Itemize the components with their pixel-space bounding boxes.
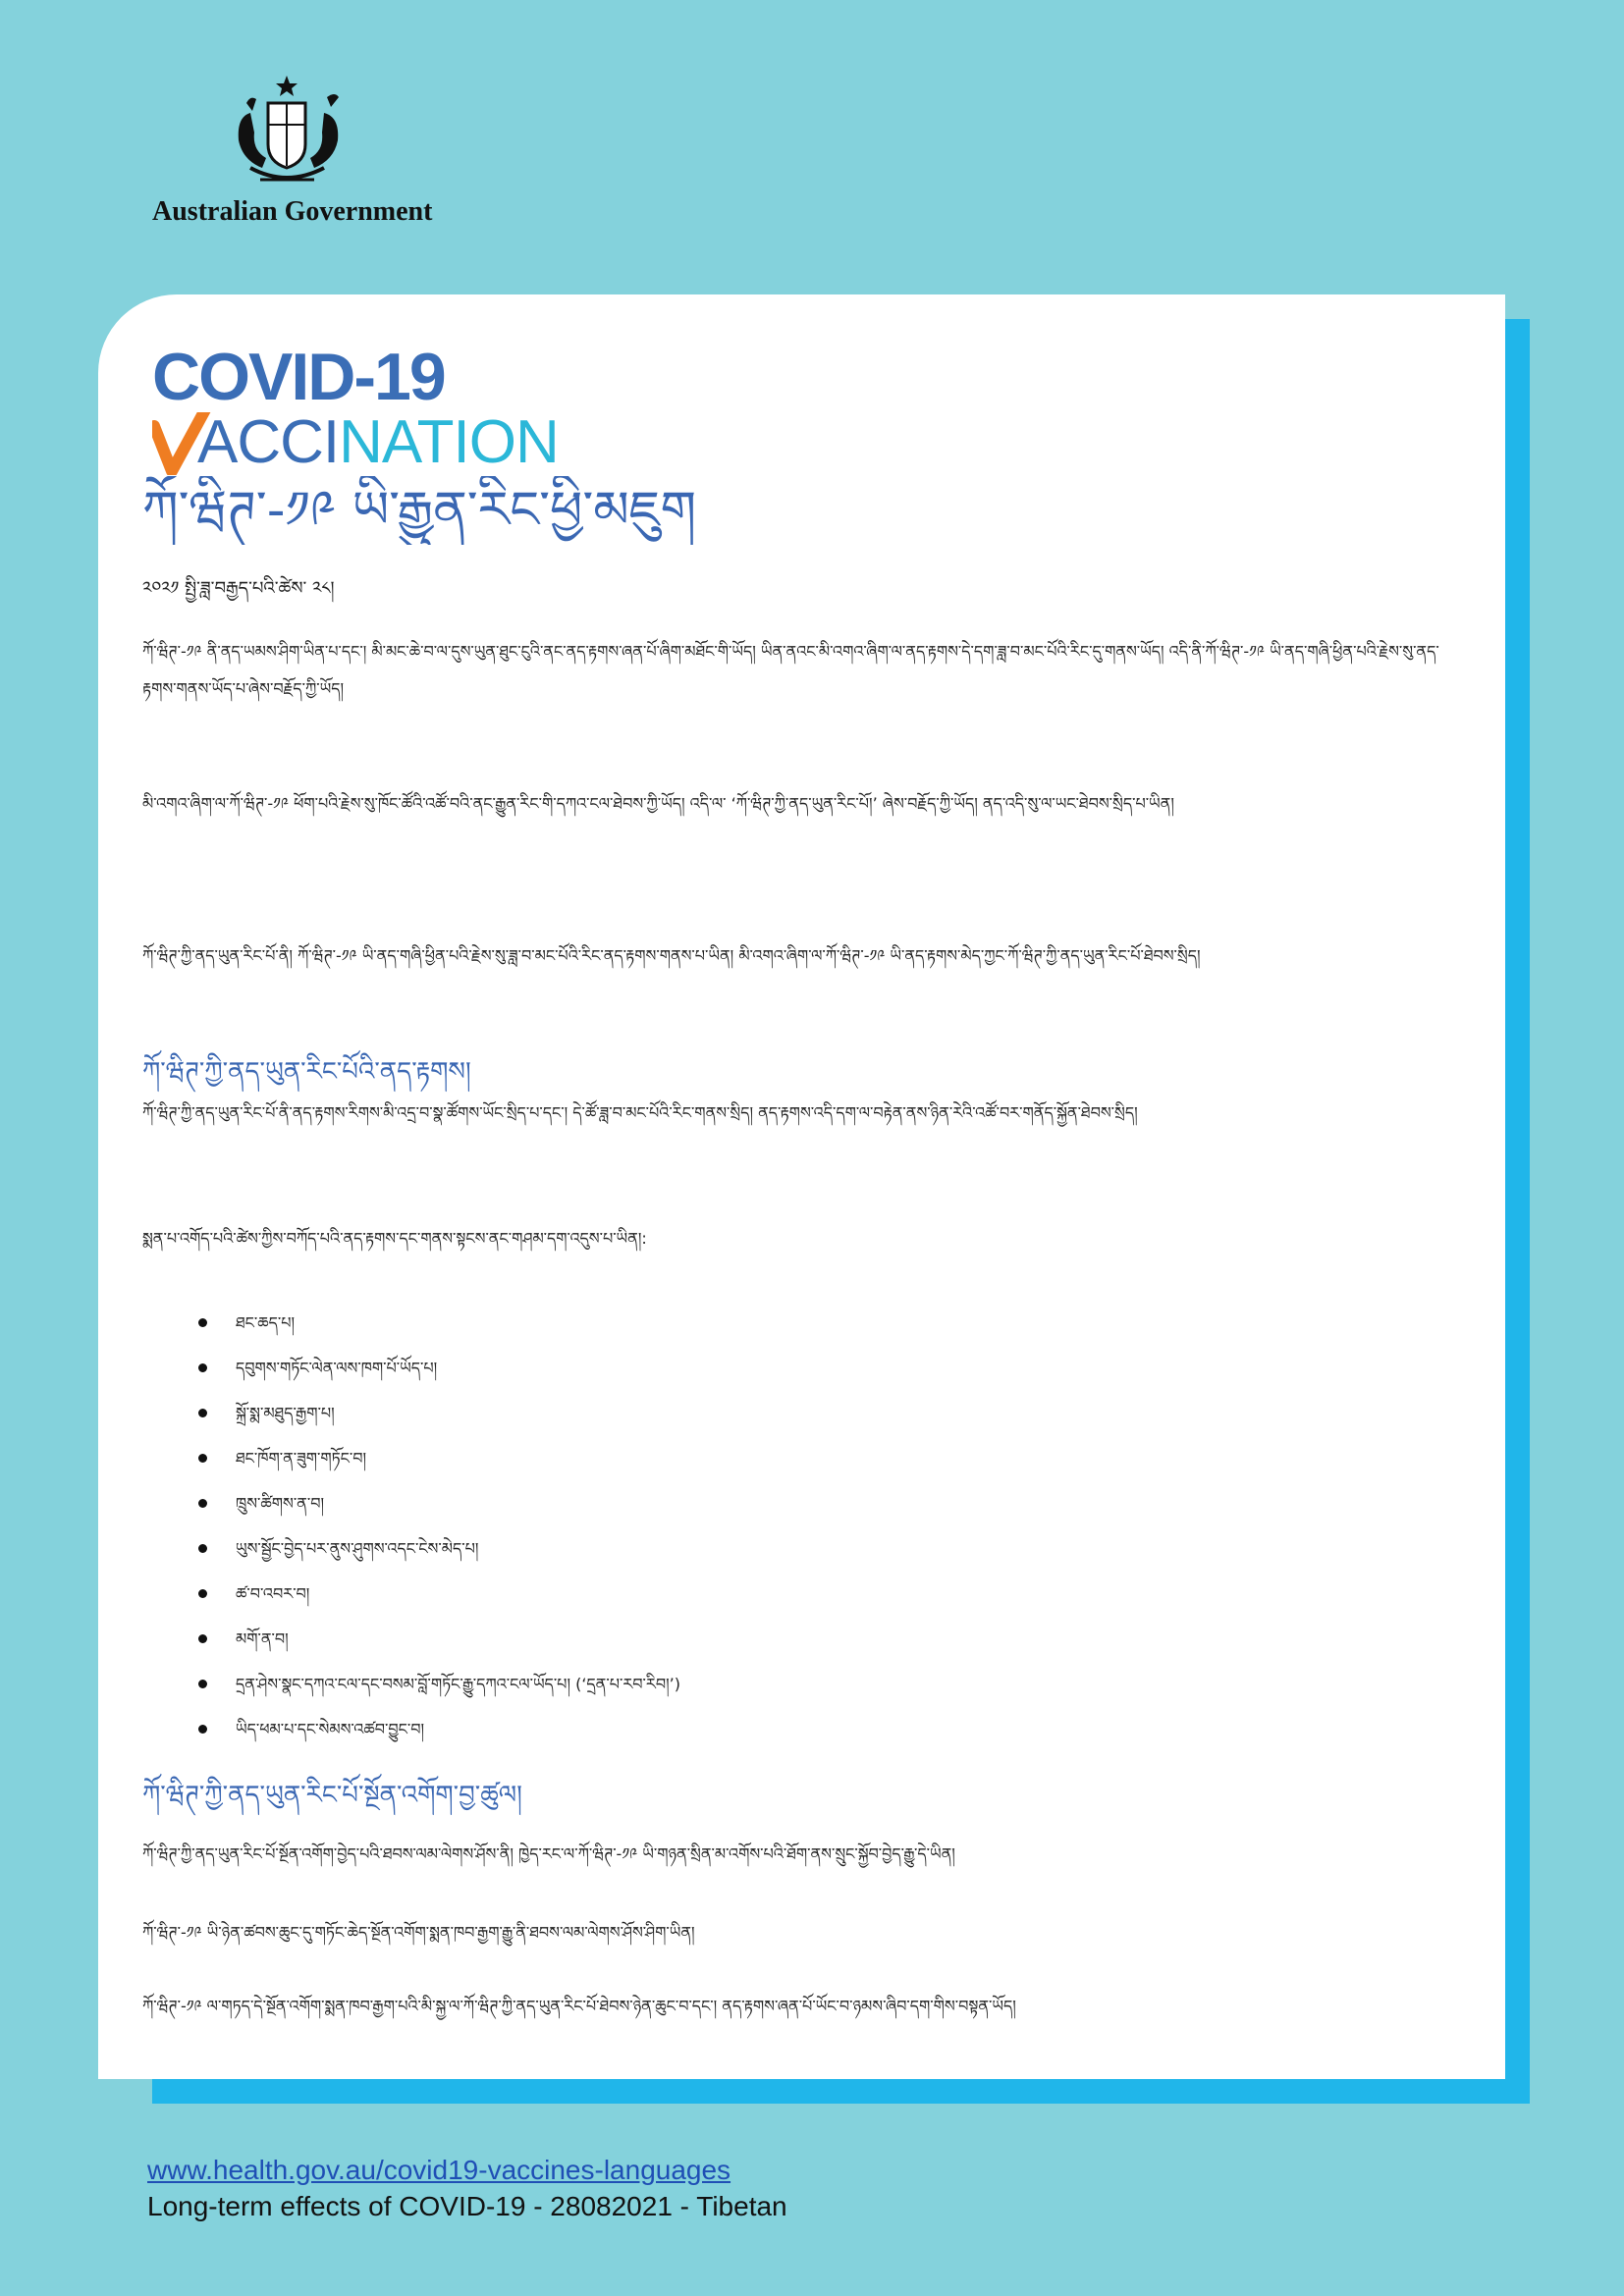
paragraph-symptoms-intro: ཀོ་ཝིཊ་ཀྱི་ནད་ཡུན་རིང་པོ་ནི་ནད་རྟགས་རིགས་མི་འདྲ་བ་སྣ་ཚོགས་ཡོང་སྲིད་པ་དང་། དེ་ཚོ་ཟླ་བ་མང་པོའི་རིང་གནས་སྲིད། ནད་རྟགས་འདི་དག་ལ་བརྟེན་ནས་ཉིན་རེའི་འཚོ་བར་གནོད་སྐྱོན་ཐེབས་སྲིད། — [142, 1103, 1138, 1122]
heading-symptoms: ཀོ་ཝིཊ་ཀྱི་ནད་ཡུན་རིང་པོའི་ནད་རྟགས། — [142, 1057, 471, 1087]
paragraph-symptoms-list-intro: སྨན་པ་འགོད་པའི་ཚེས་ཀྱིས་བཀོད་པའི་ནད་རྟགས་དང་གནས་སྟངས་ནང་གཤམ་དག་འདུས་པ་ཡིན།: — [142, 1229, 647, 1248]
heading-prevention: ཀོ་ཝིཊ་ཀྱི་ནད་ཡུན་རིང་པོ་སྔོན་འགོག་བྱ་ཚུལ། — [142, 1781, 522, 1810]
list-item: དབུགས་གཏོང་ལེན་ལས་ཁག་པོ་ཡོད་པ། — [142, 1346, 680, 1391]
coat-of-arms-icon — [221, 74, 353, 191]
paragraph-long-covid: མི་འགའ་ཞིག་ལ་ཀོ་ཝིཊ་-༡༩ ཕོག་པའི་རྗེས་སུ་ཁོང་ཚོའི་འཚོ་བའི་ནང་རྒྱུན་རིང་གི་དཀའ་ངལ་ཐེབས་ཀྱི་ཡོད། འདི་ལ་ ‘ཀོ་ཝིཊ་ཀྱི་ནད་ཡུན་རིང་པོ།’ ཞེས་བརྗོད་ཀྱི་ཡོད། ནད་འདི་སུ་ལ་ཡང་ཐེབས་སྲིད་པ་ཡིན། — [142, 794, 1174, 813]
check-tick-icon — [152, 412, 211, 475]
list-item: ཁྲུས་ཚིགས་ན་བ། — [142, 1481, 680, 1526]
page-title: ཀོ་ཝིཊ་-༡༩ ཡི་རྒྱུན་རིང་ཕྱི་མཇུག — [142, 481, 697, 540]
list-item: ཚ་བ་འབར་བ། — [142, 1572, 680, 1617]
paragraph-evidence: ཀོ་ཝིཊ་-༡༩ ལ་གཏད་དེ་སྔོན་འགོག་སྨན་ཁབ་རྒྱག་པའི་མི་སྐྱ་ལ་ཀོ་ཝིཊ་ཀྱི་ནད་ཡུན་རིང་པོ་ཐེབས་ཉེན་ཆུང་བ་དང་། ནད་རྟགས་ཞན་པོ་ཡོང་བ་ཉམས་ཞིབ་དག་གིས་བསྟན་ཡོད། — [142, 1997, 1016, 2015]
paragraph-intro: ཀོ་ཝིཊ་-༡༩ ནི་ནད་ཡམས་ཤིག་ཡིན་པ་དང་། མི་མང་ཆེ་བ་ལ་དུས་ཡུན་ཐུང་ངུའི་ནང་ནད་རྟགས་ཞན་པོ་ཞིག་མཐོང་གི་ཡོད། ཡིན་ནའང་མི་འགའ་ཞིག་ལ་ནད་རྟགས་དེ་དག་ཟླ་བ་མང་པོའི་རིང་དུ་གནས་ཡོད། འདི་ནི་ཀོ་ཝིཊ་-༡༩ ཡི་ནད་གཞི་ཕྱིན་པའི་རྗེས་སུ་ནད་རྟགས་གནས་ཡོད་པ་ཞེས་བརྗོད་ཀྱི་ཡོད། — [142, 642, 1439, 698]
list-item: མགོ་ན་བ། — [142, 1617, 680, 1662]
logo-line-2 — [152, 408, 559, 476]
content-panel — [98, 294, 1505, 2079]
list-item: ཡིད་ཕམ་པ་དང་སེམས་འཚབ་བྱུང་བ། — [142, 1707, 680, 1752]
list-item: ཐང་ཆད་པ། — [142, 1301, 680, 1346]
list-item: ཐང་ཁོག་ན་ཟུག་གཏོང་བ། — [142, 1436, 680, 1481]
logo-acci: ACCI — [197, 408, 340, 476]
paragraph-vaccination: ཀོ་ཝིཊ་-༡༩ ཡི་ཉེན་ཚབས་ཆུང་དུ་གཏོང་ཆེད་སྔོན་འགོག་སྨན་ཁབ་རྒྱག་རྒྱུ་ནི་ཐབས་ལམ་ལེགས་ཤོས་ཤིག་ཡིན། — [142, 1923, 695, 1942]
document-reference: Long-term effects of COVID-19 - 28082021 - Tibetan — [147, 2191, 787, 2221]
symptoms-list — [142, 1301, 680, 1752]
health-website-link[interactable]: www.health.gov.au/covid19-vaccines-languages — [147, 2155, 731, 2185]
paragraph-prevention: ཀོ་ཝིཊ་ཀྱི་ནད་ཡུན་རིང་པོ་སྔོན་འགོག་བྱེད་པའི་ཐབས་ལམ་ལེགས་ཤོས་ནི། ཁྱེད་རང་ལ་ཀོ་ཝིཊ་-༡༩ ཡི་གཉན་སྲིན་མ་འགོས་པའི་ཐོག་ནས་སྲུང་སྐྱོབ་བྱེད་རྒྱུ་དེ་ཡིན། — [142, 1844, 955, 1863]
logo-line-1: COVID-19 — [152, 340, 445, 414]
logo-nation: NATION — [339, 408, 559, 476]
covid-vaccination-logo — [152, 340, 559, 476]
list-item: སྐྲོ་སྨ་མཐུད་རྒྱག་པ། — [142, 1391, 680, 1436]
list-item: དྲན་ཤེས་སྣང་དཀའ་ངལ་དང་བསམ་བློ་གཏོང་རྒྱུ་དཀའ་ངལ་ཡོད་པ། (‘དྲན་པ་རབ་རིབ།’) — [142, 1662, 680, 1707]
paragraph-definition: ཀོ་ཝིཊ་ཀྱི་ནད་ཡུན་རིང་པོ་ནི། ཀོ་ཝིཊ་-༡༩ ཡི་ནད་གཞི་ཕྱིན་པའི་རྗེས་སུ་ཟླ་བ་མང་པོའི་རིང་ནད་རྟགས་གནས་པ་ཡིན། མི་འགའ་ཞིག་ལ་ཀོ་ཝིཊ་-༡༩ ཡི་ནད་རྟགས་མེད་ཀྱང་ཀོ་ཝིཊ་ཀྱི་ནད་ཡུན་རིང་པོ་ཐེབས་སྲིད། — [142, 946, 1201, 965]
list-item: ཡུས་སྦྱོང་བྱེད་པར་ནུས་ཤུགས་འདང་ངེས་མེད་པ། — [142, 1526, 680, 1572]
publish-date: ༢༠༢༡ སྤྱི་ཟླ་བརྒྱད་པའི་ཚེས་ ༢༨། — [142, 578, 335, 599]
government-name: Australian Government — [152, 196, 433, 227]
